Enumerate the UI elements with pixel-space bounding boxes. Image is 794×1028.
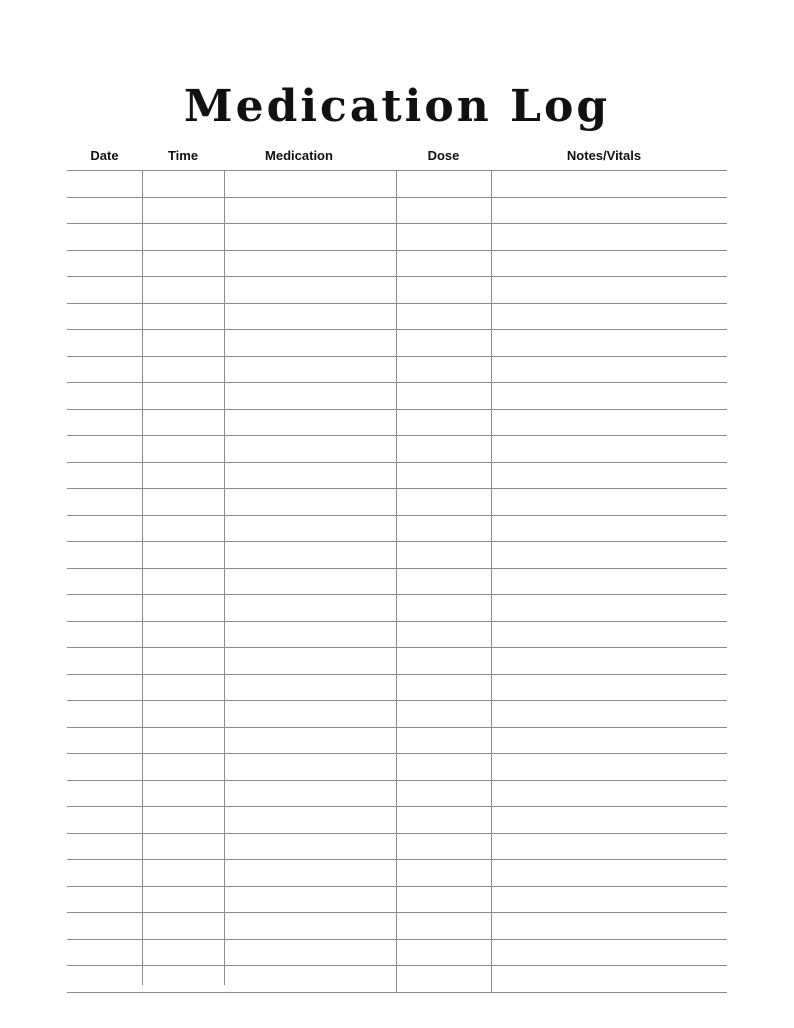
- cell-dose[interactable]: [396, 887, 491, 913]
- cell-medication[interactable]: [224, 251, 396, 277]
- table-row: [67, 834, 727, 861]
- cell-date[interactable]: [67, 675, 142, 701]
- table-row: [67, 913, 727, 940]
- cell-time[interactable]: [142, 171, 224, 197]
- table-row: [67, 357, 727, 384]
- cell-time[interactable]: [142, 357, 224, 383]
- cell-date[interactable]: [67, 489, 142, 515]
- cell-notes-vitals[interactable]: [491, 171, 727, 197]
- table-row: [67, 410, 727, 437]
- cell-time[interactable]: [142, 966, 224, 992]
- cell-medication[interactable]: [224, 675, 396, 701]
- cell-medication[interactable]: [224, 754, 396, 780]
- cell-dose[interactable]: [396, 251, 491, 277]
- cell-notes-vitals[interactable]: [491, 834, 727, 860]
- cell-date[interactable]: [67, 330, 142, 356]
- cell-dose[interactable]: [396, 940, 491, 966]
- table-row: [67, 383, 727, 410]
- cell-medication[interactable]: [224, 834, 396, 860]
- cell-dose[interactable]: [396, 728, 491, 754]
- cell-medication[interactable]: [224, 171, 396, 197]
- table-row: [67, 542, 727, 569]
- cell-notes-vitals[interactable]: [491, 410, 727, 436]
- cell-medication[interactable]: [224, 304, 396, 330]
- column-header-notes-vitals: Notes/Vitals: [566, 148, 642, 163]
- cell-date[interactable]: [67, 436, 142, 462]
- table-body: [67, 170, 727, 993]
- cell-date[interactable]: [67, 198, 142, 224]
- cell-notes-vitals[interactable]: [491, 516, 727, 542]
- cell-dose[interactable]: [396, 489, 491, 515]
- cell-time[interactable]: [142, 728, 224, 754]
- cell-date[interactable]: [67, 542, 142, 568]
- cell-medication[interactable]: [224, 436, 396, 462]
- table-row: [67, 569, 727, 596]
- cell-notes-vitals[interactable]: [491, 198, 727, 224]
- cell-date[interactable]: [67, 966, 142, 992]
- cell-notes-vitals[interactable]: [491, 436, 727, 462]
- cell-notes-vitals[interactable]: [491, 754, 727, 780]
- cell-time[interactable]: [142, 463, 224, 489]
- cell-time[interactable]: [142, 516, 224, 542]
- cell-notes-vitals[interactable]: [491, 807, 727, 833]
- cell-notes-vitals[interactable]: [491, 860, 727, 886]
- cell-date[interactable]: [67, 913, 142, 939]
- cell-dose[interactable]: [396, 357, 491, 383]
- table-row: [67, 940, 727, 967]
- cell-date[interactable]: [67, 569, 142, 595]
- column-header-date: Date: [90, 148, 119, 163]
- cell-date[interactable]: [67, 887, 142, 913]
- table-header-row: [67, 140, 727, 170]
- cell-notes-vitals[interactable]: [491, 675, 727, 701]
- table-row: [67, 277, 727, 304]
- cell-medication[interactable]: [224, 410, 396, 436]
- cell-date[interactable]: [67, 224, 142, 250]
- cell-dose[interactable]: [396, 595, 491, 621]
- cell-notes-vitals[interactable]: [491, 330, 727, 356]
- cell-time[interactable]: [142, 489, 224, 515]
- cell-dose[interactable]: [396, 781, 491, 807]
- cell-date[interactable]: [67, 701, 142, 727]
- cell-medication[interactable]: [224, 966, 396, 992]
- table-row: [67, 807, 727, 834]
- cell-medication[interactable]: [224, 569, 396, 595]
- table-row: [67, 198, 727, 225]
- cell-time[interactable]: [142, 224, 224, 250]
- cell-date[interactable]: [67, 171, 142, 197]
- cell-time[interactable]: [142, 754, 224, 780]
- cell-medication[interactable]: [224, 277, 396, 303]
- cell-notes-vitals[interactable]: [491, 277, 727, 303]
- cell-dose[interactable]: [396, 860, 491, 886]
- table-row: [67, 516, 727, 543]
- page-title: Medication Log: [183, 81, 611, 133]
- cell-notes-vitals[interactable]: [491, 940, 727, 966]
- cell-medication[interactable]: [224, 330, 396, 356]
- cell-notes-vitals[interactable]: [491, 595, 727, 621]
- table-row: [67, 966, 727, 993]
- cell-time[interactable]: [142, 542, 224, 568]
- table-row: [67, 304, 727, 331]
- cell-time[interactable]: [142, 701, 224, 727]
- cell-notes-vitals[interactable]: [491, 966, 727, 992]
- cell-date[interactable]: [67, 860, 142, 886]
- cell-notes-vitals[interactable]: [491, 569, 727, 595]
- cell-medication[interactable]: [224, 913, 396, 939]
- cell-medication[interactable]: [224, 489, 396, 515]
- cell-dose[interactable]: [396, 701, 491, 727]
- cell-time[interactable]: [142, 781, 224, 807]
- cell-medication[interactable]: [224, 516, 396, 542]
- cell-dose[interactable]: [396, 277, 491, 303]
- cell-date[interactable]: [67, 728, 142, 754]
- cell-notes-vitals[interactable]: [491, 463, 727, 489]
- cell-date[interactable]: [67, 516, 142, 542]
- cell-date[interactable]: [67, 781, 142, 807]
- cell-time[interactable]: [142, 940, 224, 966]
- cell-notes-vitals[interactable]: [491, 224, 727, 250]
- cell-notes-vitals[interactable]: [491, 357, 727, 383]
- cell-medication[interactable]: [224, 224, 396, 250]
- cell-date[interactable]: [67, 595, 142, 621]
- cell-notes-vitals[interactable]: [491, 701, 727, 727]
- cell-medication[interactable]: [224, 781, 396, 807]
- table-row: [67, 224, 727, 251]
- cell-medication[interactable]: [224, 728, 396, 754]
- column-divider: [142, 171, 143, 985]
- cell-dose[interactable]: [396, 913, 491, 939]
- cell-dose[interactable]: [396, 198, 491, 224]
- cell-dose[interactable]: [396, 754, 491, 780]
- cell-time[interactable]: [142, 807, 224, 833]
- cell-time[interactable]: [142, 887, 224, 913]
- cell-date[interactable]: [67, 648, 142, 674]
- cell-medication[interactable]: [224, 198, 396, 224]
- cell-notes-vitals[interactable]: [491, 622, 727, 648]
- cell-date[interactable]: [67, 357, 142, 383]
- table-row: [67, 489, 727, 516]
- cell-medication[interactable]: [224, 622, 396, 648]
- cell-dose[interactable]: [396, 436, 491, 462]
- cell-medication[interactable]: [224, 940, 396, 966]
- cell-notes-vitals[interactable]: [491, 781, 727, 807]
- table-row: [67, 701, 727, 728]
- cell-dose[interactable]: [396, 622, 491, 648]
- medication-log-table: [67, 140, 727, 993]
- cell-time[interactable]: [142, 913, 224, 939]
- cell-notes-vitals[interactable]: [491, 304, 727, 330]
- cell-dose[interactable]: [396, 516, 491, 542]
- cell-medication[interactable]: [224, 701, 396, 727]
- cell-notes-vitals[interactable]: [491, 542, 727, 568]
- cell-date[interactable]: [67, 463, 142, 489]
- cell-notes-vitals[interactable]: [491, 251, 727, 277]
- cell-notes-vitals[interactable]: [491, 913, 727, 939]
- cell-notes-vitals[interactable]: [491, 887, 727, 913]
- cell-medication[interactable]: [224, 860, 396, 886]
- cell-date[interactable]: [67, 622, 142, 648]
- cell-date[interactable]: [67, 251, 142, 277]
- table-row: [67, 648, 727, 675]
- cell-dose[interactable]: [396, 966, 491, 992]
- cell-notes-vitals[interactable]: [491, 728, 727, 754]
- cell-time[interactable]: [142, 251, 224, 277]
- cell-time[interactable]: [142, 569, 224, 595]
- cell-dose[interactable]: [396, 542, 491, 568]
- cell-dose[interactable]: [396, 410, 491, 436]
- cell-date[interactable]: [67, 383, 142, 409]
- cell-date[interactable]: [67, 410, 142, 436]
- table-row: [67, 781, 727, 808]
- column-header-medication: Medication: [265, 148, 333, 163]
- cell-date[interactable]: [67, 754, 142, 780]
- table-row: [67, 330, 727, 357]
- cell-date[interactable]: [67, 807, 142, 833]
- cell-time[interactable]: [142, 410, 224, 436]
- cell-time[interactable]: [142, 198, 224, 224]
- cell-time[interactable]: [142, 622, 224, 648]
- cell-date[interactable]: [67, 277, 142, 303]
- cell-dose[interactable]: [396, 224, 491, 250]
- cell-dose[interactable]: [396, 383, 491, 409]
- cell-medication[interactable]: [224, 542, 396, 568]
- cell-time[interactable]: [142, 648, 224, 674]
- cell-medication[interactable]: [224, 648, 396, 674]
- cell-medication[interactable]: [224, 807, 396, 833]
- column-header-time: Time: [167, 148, 199, 163]
- column-divider: [491, 171, 492, 993]
- table-row: [67, 436, 727, 463]
- cell-time[interactable]: [142, 675, 224, 701]
- cell-dose[interactable]: [396, 648, 491, 674]
- cell-dose[interactable]: [396, 675, 491, 701]
- cell-medication[interactable]: [224, 463, 396, 489]
- table-row: [67, 887, 727, 914]
- cell-dose[interactable]: [396, 463, 491, 489]
- table-row: [67, 622, 727, 649]
- cell-dose[interactable]: [396, 330, 491, 356]
- column-divider: [396, 171, 397, 993]
- cell-dose[interactable]: [396, 171, 491, 197]
- cell-time[interactable]: [142, 834, 224, 860]
- cell-time[interactable]: [142, 277, 224, 303]
- table-row: [67, 728, 727, 755]
- table-row: [67, 251, 727, 278]
- table-row: [67, 171, 727, 198]
- cell-time[interactable]: [142, 383, 224, 409]
- cell-notes-vitals[interactable]: [491, 489, 727, 515]
- cell-date[interactable]: [67, 940, 142, 966]
- cell-time[interactable]: [142, 436, 224, 462]
- table-row: [67, 595, 727, 622]
- cell-time[interactable]: [142, 860, 224, 886]
- cell-medication[interactable]: [224, 383, 396, 409]
- column-header-dose: Dose: [427, 148, 460, 163]
- cell-dose[interactable]: [396, 807, 491, 833]
- cell-notes-vitals[interactable]: [491, 648, 727, 674]
- cell-medication[interactable]: [224, 595, 396, 621]
- cell-medication[interactable]: [224, 887, 396, 913]
- cell-notes-vitals[interactable]: [491, 383, 727, 409]
- cell-time[interactable]: [142, 595, 224, 621]
- cell-dose[interactable]: [396, 834, 491, 860]
- column-divider: [224, 171, 225, 985]
- table-row: [67, 675, 727, 702]
- table-row: [67, 860, 727, 887]
- cell-dose[interactable]: [396, 304, 491, 330]
- table-row: [67, 463, 727, 490]
- cell-time[interactable]: [142, 330, 224, 356]
- cell-time[interactable]: [142, 304, 224, 330]
- cell-medication[interactable]: [224, 357, 396, 383]
- cell-dose[interactable]: [396, 569, 491, 595]
- cell-date[interactable]: [67, 304, 142, 330]
- table-row: [67, 754, 727, 781]
- cell-date[interactable]: [67, 834, 142, 860]
